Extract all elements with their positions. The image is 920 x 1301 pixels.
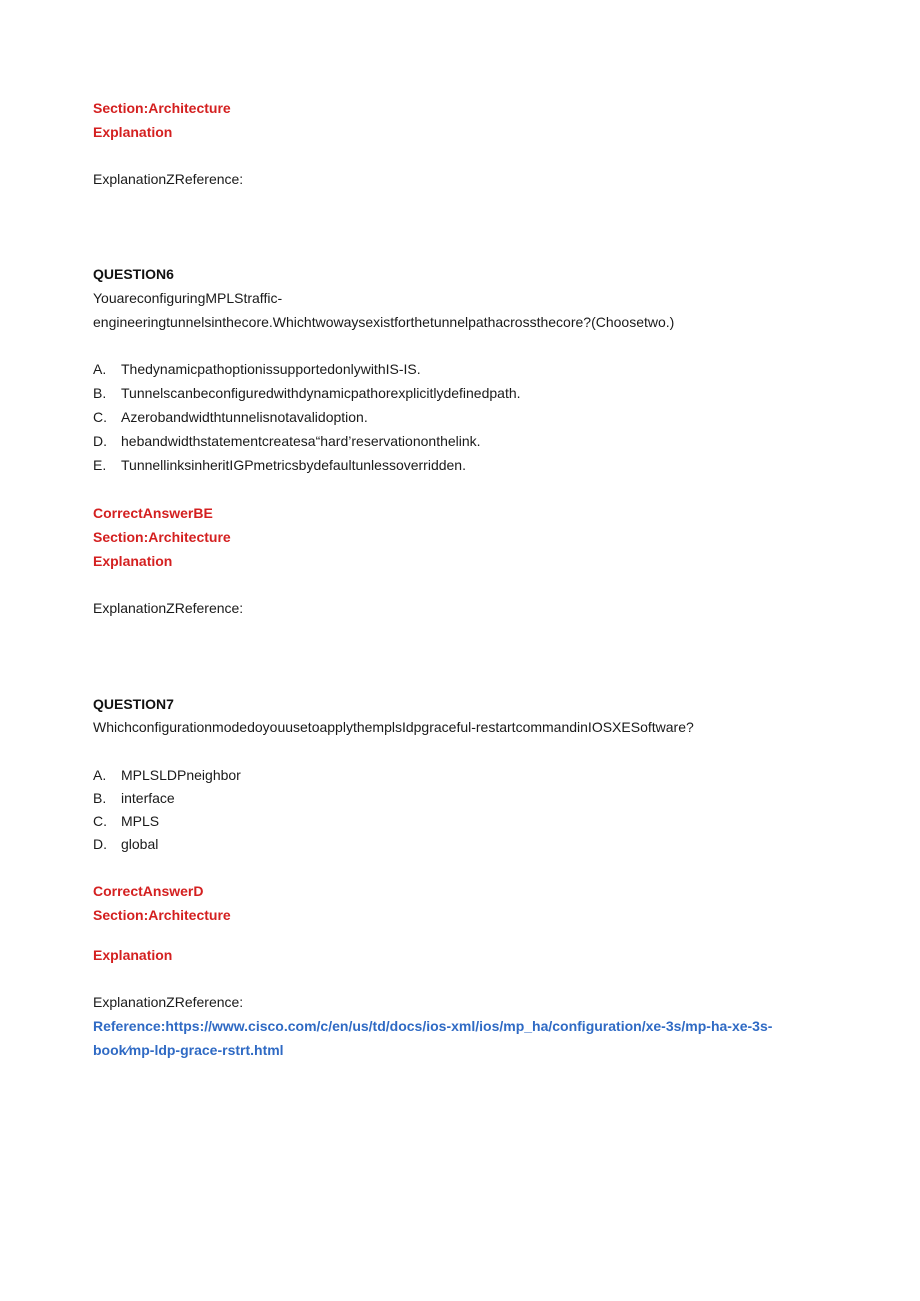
explanation-text: ExplanationZReference: [93, 171, 244, 187]
correct-answer: CorrectAnswerBE [93, 505, 213, 521]
answer-option [93, 408, 368, 426]
option-letter: B. [93, 385, 107, 401]
option-text: interface [121, 790, 175, 806]
reference-link-continued[interactable]: book⁄mp-ldp-grace-rstrt.html [93, 1042, 284, 1058]
answer-option [93, 384, 521, 402]
explanation-heading: Explanation [93, 124, 173, 140]
option-letter: A. [93, 767, 107, 783]
option-text: MPLSLDPneighbor [121, 767, 241, 783]
option-letter: C. [93, 409, 107, 425]
option-letter: D. [93, 433, 107, 449]
question-text: YouareconfiguringMPLStraffic- [93, 290, 283, 306]
answer-option [93, 766, 241, 784]
explanation-heading: Explanation [93, 553, 173, 569]
option-text: Azerobandwidthtunnelisnotavalidoption. [121, 409, 368, 425]
answer-option [93, 789, 175, 807]
option-letter: A. [93, 361, 107, 377]
option-text: Tunnelscanbeconfiguredwithdynamicpathorexplicitlydefinedpath. [121, 385, 521, 401]
question-text: engineeringtunnelsinthecore.Whichtwowaysexistforthetunnelpathacrossthecore?(Choosetwo.) [93, 314, 675, 330]
answer-option [93, 456, 466, 474]
answer-option [93, 360, 421, 378]
question-title: QUESTION7 [93, 696, 174, 712]
option-letter: D. [93, 836, 107, 852]
question-title: QUESTION6 [93, 266, 174, 282]
section-label: Section:Architecture [93, 100, 231, 116]
option-letter: B. [93, 790, 107, 806]
option-text: hebandwidthstatementcreatesa“hard’reservationonthelink. [121, 433, 481, 449]
option-text: ThedynamicpathoptionissupportedonlywithIS-IS. [121, 361, 421, 377]
option-letter: C. [93, 813, 107, 829]
option-text: global [121, 836, 159, 852]
answer-option [93, 835, 158, 853]
question-text: WhichconfigurationmodedoyouusetoapplythemplsIdpgraceful-restartcommandinIOSXESoftware? [93, 719, 694, 735]
explanation-heading: Explanation [93, 947, 173, 963]
answer-option [93, 432, 481, 450]
reference-link[interactable]: Reference:https://www.cisco.com/c/en/us/td/docs/ios-xml/ios/mp_ha/configuration/xe-3s/mp-ha-xe-3s- [93, 1018, 773, 1034]
explanation-text: ExplanationZReference: [93, 994, 244, 1010]
section-label: Section:Architecture [93, 907, 231, 923]
option-letter: E. [93, 457, 107, 473]
explanation-text: ExplanationZReference: [93, 600, 244, 616]
correct-answer: CorrectAnswerD [93, 883, 204, 899]
section-label: Section:Architecture [93, 529, 231, 545]
option-text: MPLS [121, 813, 160, 829]
answer-option [93, 812, 159, 830]
option-text: TunnellinksinheritIGPmetricsbydefaultunlessoverridden. [121, 457, 466, 473]
